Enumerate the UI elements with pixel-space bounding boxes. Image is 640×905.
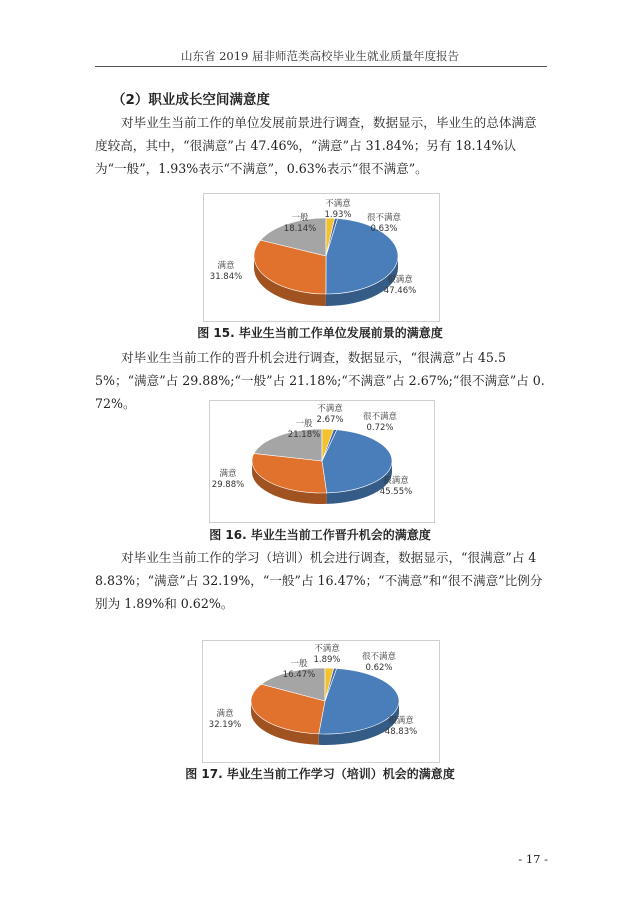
pie-label-value-5: 0.63%	[370, 224, 398, 234]
figure-caption-15: 图 15. 毕业生当前工作单位发展前景的满意度	[197, 326, 443, 340]
pie-label-value-2: 32.19%	[208, 720, 242, 730]
pie-label-value-3: 21.18%	[287, 430, 321, 440]
pie-label-value-5: 0.72%	[366, 423, 394, 433]
chart-15	[203, 193, 440, 322]
pie-chart-17-svg	[203, 641, 439, 762]
page-header: 山东省 2019 届非师范类高校毕业生就业质量年度报告	[180, 49, 460, 63]
page-number: - 17 -	[518, 852, 548, 866]
pie-label-value-2: 31.84%	[209, 272, 243, 282]
pie-label-category-5: 很不满意	[362, 412, 398, 422]
paragraph-1: 对毕业生当前工作的单位发展前景进行调查，数据显示，毕业生的总体满意度较高，其中，“很满意”占 47.46%，“满意”占 31.84%；另有 18.14%认为“一般”，1.93%表示“不满意”，0.63%表示“很不满意”。	[95, 115, 537, 176]
pie-label-value-4: 2.67%	[316, 415, 344, 425]
pie-label-value-4: 1.93%	[324, 210, 352, 220]
pie-label-value-2: 29.88%	[211, 480, 245, 490]
pie-label-value-1: 48.83%	[384, 727, 418, 737]
pie-label-category-1: 很满意	[383, 476, 409, 486]
pie-label-value-3: 18.14%	[283, 224, 317, 234]
pie-label-value-4: 1.89%	[313, 655, 341, 665]
pie-label-value-5: 0.62%	[365, 663, 393, 673]
pie-label-value-1: 45.55%	[379, 487, 413, 497]
figure-caption-17: 图 17. 毕业生当前工作学习（培训）机会的满意度	[185, 767, 455, 781]
pie-chart-16-svg	[210, 401, 434, 522]
pie-label-category-1: 很满意	[388, 716, 414, 726]
chart-17	[202, 640, 440, 763]
paragraph-3: 对毕业生当前工作的学习（培训）机会进行调查，数据显示，“很满意”占 48.83%；“满意”占 32.19%，“一般”占 16.47%；“不满意”和“很不满意”比例分别为 1.89%和 0.62%。	[95, 550, 543, 611]
section-title: （2）职业成长空间满意度	[112, 92, 270, 108]
pie-label-category-2: 满意	[219, 469, 237, 479]
pie-label-category-2: 满意	[217, 261, 235, 271]
chart-16	[209, 400, 435, 523]
pie-label-category-3: 一般	[290, 659, 308, 669]
pie-label-category-5: 很不满意	[366, 213, 402, 223]
pie-label-category-4: 不满意	[314, 644, 340, 654]
pie-label-category-2: 满意	[216, 709, 234, 719]
pie-chart-15-svg	[204, 194, 439, 321]
paragraph-2: 对毕业生当前工作的晋升机会进行调查，数据显示，“很满意”占 45.55%；“满意”占 29.88%;“一般”占 21.18%;“不满意”占 2.67%;“很不满意”占 0.72%。	[95, 350, 545, 411]
pie-label-value-3: 16.47%	[282, 670, 316, 680]
pie-label-category-5: 很不满意	[361, 652, 397, 662]
pie-label-category-3: 一般	[295, 419, 313, 429]
pie-label-category-1: 很满意	[387, 275, 413, 285]
pie-label-value-1: 47.46%	[383, 286, 417, 296]
header-divider	[95, 66, 547, 67]
pie-label-category-4: 不满意	[317, 404, 343, 414]
pie-label-category-3: 一般	[291, 213, 309, 223]
pie-label-category-4: 不满意	[325, 199, 351, 209]
figure-caption-16: 图 16. 毕业生当前工作晋升机会的满意度	[209, 528, 431, 542]
